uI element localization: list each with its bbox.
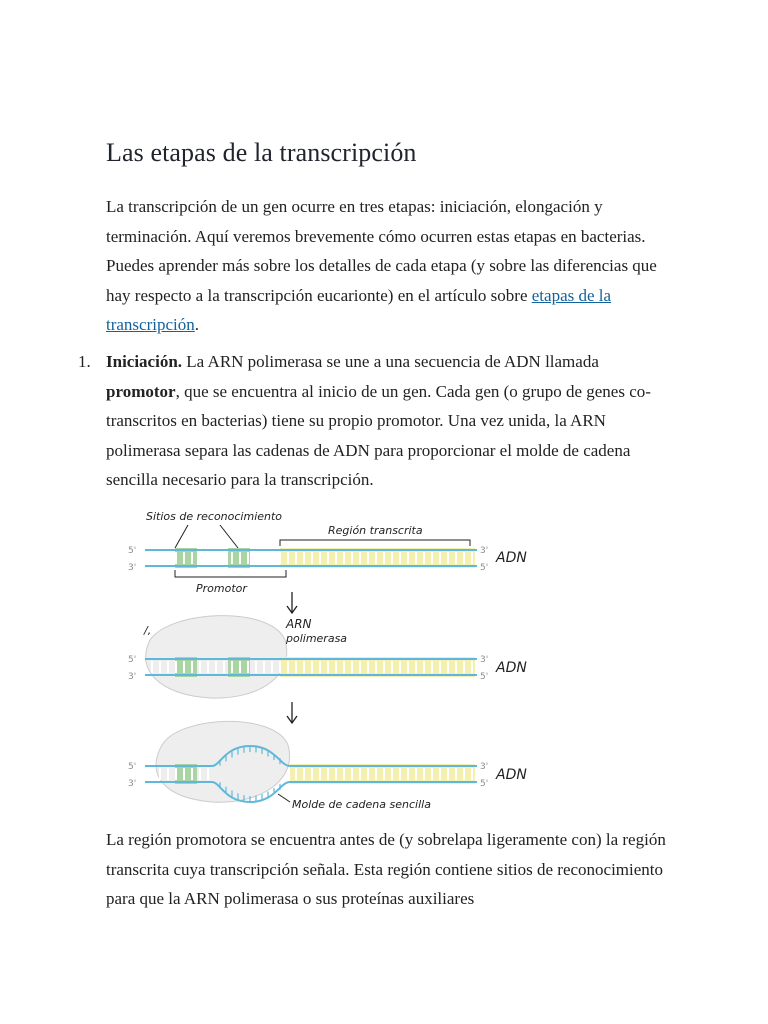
step-title: Iniciación. <box>106 352 183 371</box>
intro-end: . <box>194 315 199 334</box>
pointer-line <box>175 525 188 548</box>
polymerase-label: polimerasa <box>286 632 348 645</box>
template-label: Molde de cadena sencilla <box>292 798 431 811</box>
region-bracket <box>280 540 470 546</box>
prime-label: 3' <box>480 546 489 556</box>
region-label: Región transcrita <box>328 524 423 537</box>
prime-label: 3' <box>480 655 489 665</box>
page-title: Las etapas de la transcripción <box>106 138 417 167</box>
prime-label: 5' <box>128 762 137 772</box>
intro-paragraph <box>106 192 666 340</box>
prime-label: 3' <box>128 779 137 789</box>
prime-label: 3' <box>480 762 489 772</box>
prime-label: 5' <box>128 546 137 556</box>
base-pairs <box>152 552 472 564</box>
pointer-line <box>220 525 238 548</box>
panel-open-complex <box>128 721 527 811</box>
step-text-2: , que se encuentra al inicio de un gen. Cada gen (o grupo de genes co-transcritos en bacterias) tiene su propio promotor. Una vez unida, la ARN polimerasa separa las cadenas de ADN para proporcionar el molde de cadena sencilla necesario para la transcripción. <box>106 381 651 489</box>
list-number: 1. <box>78 352 91 371</box>
base-pairs <box>152 768 472 780</box>
prime-label: 5' <box>480 672 489 682</box>
pointer-line <box>278 794 290 802</box>
dna-label: ADN <box>496 550 527 566</box>
prime-label: 5' <box>480 563 489 573</box>
promoter-paragraph: La región promotora se encuentra antes de (y sobrelapa ligeramente con) la región transcrita cuya transcripción señala. Esta región contiene sitios de reconocimiento para que la ARN polimerasa o sus proteínas auxiliares <box>106 830 666 908</box>
polymerase-label: ARN <box>286 617 312 631</box>
prime-label: 3' <box>128 672 137 682</box>
transcription-stages-link[interactable]: etapas de la transcripción <box>106 285 612 334</box>
prime-label: 5' <box>480 779 489 789</box>
promoter-term: promotor <box>106 381 176 401</box>
step-text-1: La ARN polimerasa se une a una secuencia de ADN llamada <box>182 352 599 371</box>
polymerase-mark: /, <box>144 624 152 637</box>
transcription-initiation-diagram <box>120 500 540 820</box>
base-pairs <box>152 661 472 673</box>
sites-label: Sitios de reconocimiento <box>146 510 283 523</box>
rna-polymerase-shape <box>146 616 287 699</box>
panel-dna <box>128 510 527 613</box>
dna-label: ADN <box>496 660 527 676</box>
dna-label: ADN <box>496 767 527 783</box>
prime-label: 5' <box>128 655 137 665</box>
prime-label: 3' <box>128 563 137 573</box>
panel-polymerase-bound <box>128 616 527 723</box>
list-item-initiation <box>78 347 668 495</box>
intro-text: La transcripción de un gen ocurre en tres etapas: iniciación, elongación y terminación. Aquí veremos brevemente cómo ocurren estas etapas en bacterias. Puedes aprender más sobre los detalles de cada etapa (y sobre las diferencias que hay respecto a la transcripción eucarionte) en el artículo sobre <box>106 197 657 305</box>
steps-list <box>78 347 668 495</box>
promoter-label: Promotor <box>196 582 247 595</box>
promoter-bracket <box>175 570 286 577</box>
